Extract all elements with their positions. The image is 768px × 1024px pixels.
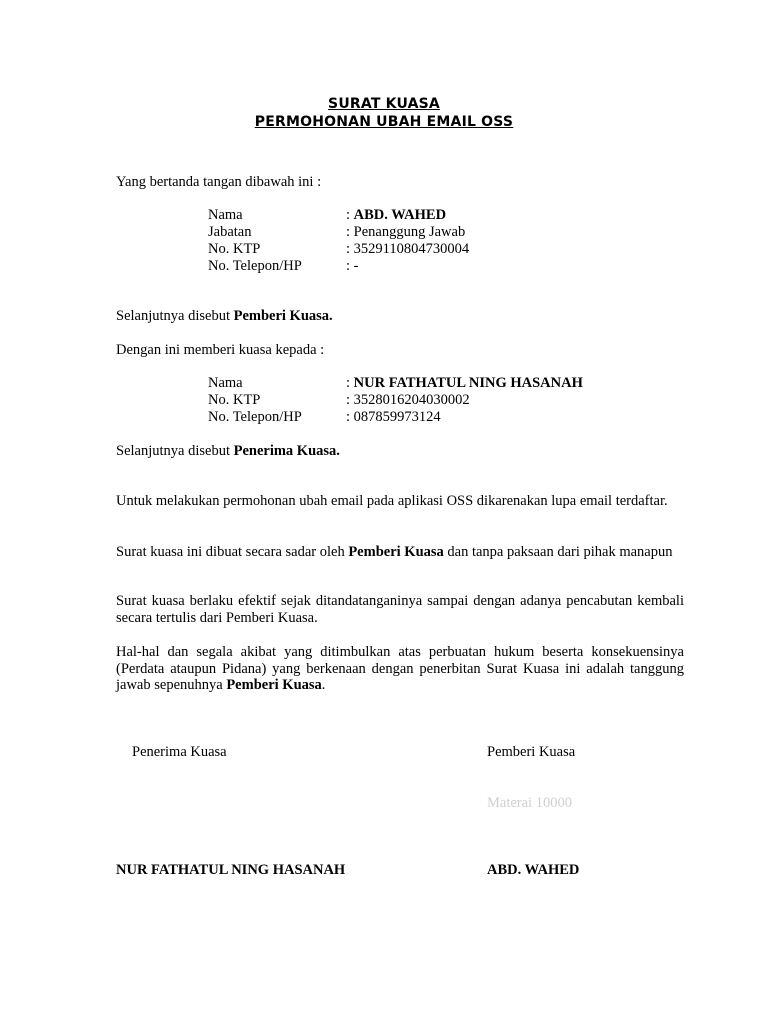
- voluntary-text-c: dan tanpa paksaan dari pihak manapun: [443, 544, 673, 560]
- liability-paragraph: [116, 644, 684, 694]
- grantor-ktp-label: No. KTP: [208, 241, 261, 257]
- intro-text: Yang bertanda tangan dibawah ini :: [116, 174, 322, 190]
- voluntary-text-a: Surat kuasa ini dibuat secara sadar oleh: [116, 544, 349, 560]
- voluntary-term: Pemberi Kuasa: [348, 544, 444, 560]
- grantee-ref-prefix: Selanjutnya disebut: [116, 443, 234, 459]
- grantor-phone-label: No. Telepon/HP: [208, 258, 302, 274]
- grantor-ref-term: Pemberi Kuasa.: [233, 308, 333, 324]
- grantor-position-value: : Penanggung Jawab: [346, 224, 466, 240]
- grantor-ref-prefix: Selanjutnya disebut: [116, 308, 234, 324]
- grantor-name-value: ABD. WAHED: [353, 207, 447, 223]
- voluntary-paragraph: [116, 544, 684, 561]
- grantee-name-label: Nama: [208, 375, 243, 391]
- purpose-paragraph: Untuk melakukan permohonan ubah email pada aplikasi OSS dikarenakan lupa email terdaftar.: [116, 493, 668, 509]
- grantor-phone-value: : -: [346, 258, 359, 274]
- liability-text-a: Hal-hal dan segala akibat yang ditimbulkan atas perbuatan hukum beserta konsekuensinya (Perdata ataupun Pidana) yang berkenaan dengan penerbitan Surat Kuasa ini adalah tanggung jawab sepenuhnya: [116, 644, 684, 693]
- grantee-signature-name: NUR FATHATUL NING HASANAH: [116, 862, 346, 878]
- stamp-placeholder: Materai 10000: [487, 795, 572, 811]
- grantee-ref-term: Penerima Kuasa.: [233, 443, 340, 459]
- grantee-reference: [116, 443, 340, 460]
- grantor-signature-role: Pemberi Kuasa: [487, 744, 576, 760]
- grantee-name-value: NUR FATHATUL NING HASANAH: [353, 375, 583, 391]
- grantee-name: : NUR FATHATUL NING HASANAH: [346, 375, 583, 391]
- grantor-ktp-value: : 3529110804730004: [346, 241, 470, 257]
- title-line-1: SURAT KUASA: [328, 96, 440, 112]
- grantor-position-label: Jabatan: [208, 224, 252, 240]
- grantee-ktp-value: : 3528016204030002: [346, 392, 470, 408]
- title-line-2: PERMOHONAN UBAH EMAIL OSS: [254, 114, 514, 130]
- grantee-signature-role: Penerima Kuasa: [132, 744, 227, 760]
- grantee-ktp-label: No. KTP: [208, 392, 261, 408]
- grantee-phone-value: : 087859973124: [346, 409, 441, 425]
- grantee-phone-label: No. Telepon/HP: [208, 409, 302, 425]
- grantor-signature-name: ABD. WAHED: [487, 862, 580, 878]
- grantor-name-label: Nama: [208, 207, 243, 223]
- liability-text-c: .: [321, 677, 326, 693]
- grantor-name: : ABD. WAHED: [346, 207, 447, 223]
- grant-intro-text: Dengan ini memberi kuasa kepada :: [116, 342, 325, 358]
- liability-term: Pemberi Kuasa: [226, 677, 322, 693]
- validity-paragraph: Surat kuasa berlaku efektif sejak ditandatanganinya sampai dengan adanya pencabutan kembali secara tertulis dari Pemberi Kuasa.: [116, 593, 684, 626]
- grantor-reference: [116, 308, 333, 325]
